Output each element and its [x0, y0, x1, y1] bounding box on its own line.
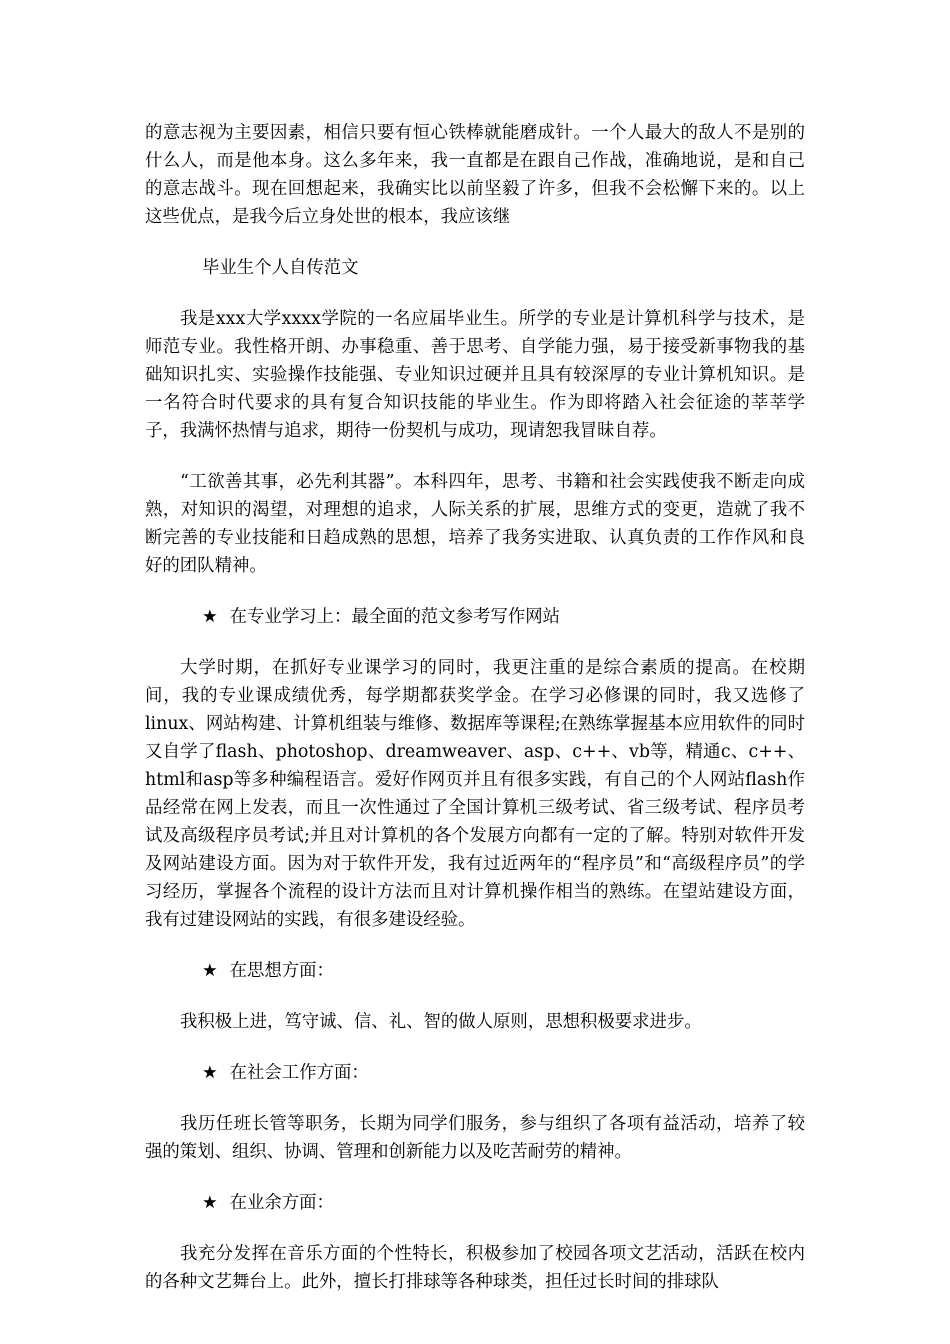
spacer [145, 1036, 805, 1059]
leisure-paragraph: 我充分发挥在音乐方面的个性特长，积极参加了校园各项文艺活动，活跃在校内的各种文艺舞台上。此外，擅长打排球等各种球类，担任过长时间的排球队 [145, 1244, 805, 1292]
thought-paragraph: 我积极上进，笃守诚、信、礼、智的做人原则，思想积极要求进步。 [180, 1012, 702, 1032]
spacer [145, 1217, 805, 1240]
social-paragraph: 我历任班长管等职务，长期为同学们服务，参与组织了各项有益活动，培养了较强的策划、组织、协调、管理和创新能力以及吃苦耐劳的精神。 [145, 1114, 805, 1162]
star-icon: ★ [202, 961, 218, 981]
spacer [145, 985, 805, 1008]
spacer [145, 1087, 805, 1110]
section-heading-study [145, 603, 805, 631]
section-heading-social [145, 1059, 805, 1087]
section-heading-study-label: 在专业学习上：最全面的范文参考写作网站 [229, 607, 561, 627]
document-title: 毕业生个人自传范文 [202, 258, 359, 278]
continuation-paragraph: 的意志视为主要因素，相信只要有恒心铁棒就能磨成针。一个人最大的敌人不是别的什么人，而是他本身。这么多年来，我一直都是在跟自己作战，准确地说，是和自己的意志战斗。现在回想起来，我确实比以前坚毅了许多，但我不会松懈下来的。以上这些优点，是我今后立身处世的根本，我应该继 [145, 123, 805, 227]
spacer [145, 1166, 805, 1189]
star-icon: ★ [202, 1193, 218, 1213]
spacer [145, 445, 805, 468]
intro-paragraph: 我是xxx大学xxxx学院的一名应届毕业生。所学的专业是计算机科学与技术，是师范专业。我性格开朗、办事稳重、善于思考、自学能力强，易于接受新事物我的基础知识扎实、实验操作技能强、专业知识过硬并且具有较深厚的专业计算机知识。是一名符合时代要求的具有复合知识技能的毕业生。作为即将踏入社会征途的莘莘学子，我满怀热情与追求，期待一份契机与成功，现请恕我冒昧自荐。 [145, 309, 805, 441]
spacer [145, 934, 805, 957]
section-heading-thought-label: 在思想方面： [229, 961, 334, 981]
section-heading-social-label: 在社会工作方面： [229, 1063, 369, 1083]
star-icon: ★ [202, 607, 218, 627]
quote-paragraph: “工欲善其事，必先利其器”。本科四年，思考、书籍和社会实践使我不断走向成熟，对知识的渴望，对理想的追求，人际关系的扩展，思维方式的变更，造就了我不断完善的专业技能和日趋成熟的思想，培养了我务实进取、认真负责的工作作风和良好的团队精神。 [145, 472, 805, 576]
star-icon: ★ [202, 1063, 218, 1083]
spacer [145, 231, 805, 254]
spacer [145, 282, 805, 305]
section-heading-leisure-label: 在业余方面： [229, 1193, 334, 1213]
section-heading-thought [145, 957, 805, 985]
section-heading-leisure [145, 1189, 805, 1217]
study-paragraph: 大学时期，在抓好专业课学习的同时，我更注重的是综合素质的提高。在校期间，我的专业课成绩优秀，每学期都获奖学金。在学习必修课的同时，我又选修了linux、网站构建、计算机组装与维修、数据库等课程;在熟练掌握基本应用软件的同时又自学了flash、photoshop、dreamweaver、asp、c++、vb等，精通c、c++、html和asp等多种编程语言。爱好作网页并且有很多实践，有自己的个人网站flash作品经常在网上发表，而且一次性通过了全国计算机三级考试、省三级考试、程序员考试及高级程序员考试;并且对计算机的各个发展方向都有一定的了解。特别对软件开发及网站建设方面。因为对于软件开发，我有过近两年的“程序员”和“高级程序员”的学习经历，掌握各个流程的设计方法而且对计算机操作相当的熟练。在望站建设方面，我有过建设网站的实践，有很多建设经验。 [145, 658, 805, 930]
spacer [145, 580, 805, 603]
spacer [145, 631, 805, 654]
